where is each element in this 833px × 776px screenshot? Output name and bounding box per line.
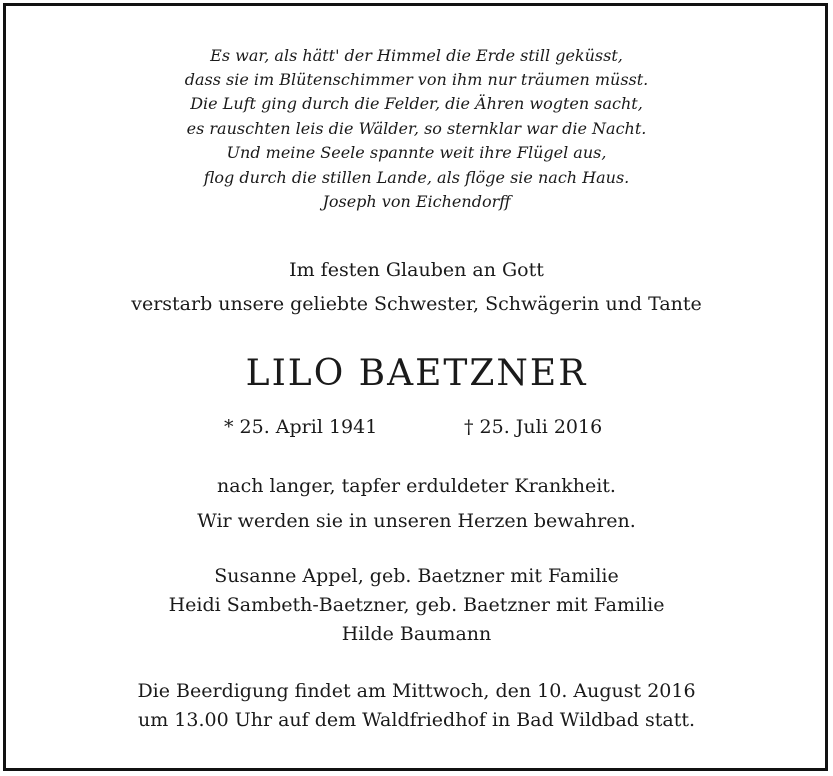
mourner-name: Hilde Baumann [341, 623, 492, 645]
mourner-name: Susanne Appel, geb. Baetzner mit Familie [214, 565, 619, 587]
poem-line: Die Luft ging durch die Felder, die Ähren wogten sacht, [190, 94, 643, 113]
poem-line: flog durch die stillen Lande, als flöge sie nach Haus. [203, 168, 630, 187]
death-date: † 25. Juli 2016 [464, 416, 603, 438]
poem-line: Und meine Seele spannte weit ihre Flügel aus, [226, 143, 607, 162]
funeral-info-line: Die Beerdigung findet am Mittwoch, den 10. August 2016 [137, 680, 696, 702]
poem-author: Joseph von Eichendorff [322, 192, 511, 211]
remembrance-line: Wir werden sie in unseren Herzen bewahren. [197, 510, 636, 532]
poem-line: dass sie im Blütenschimmer von ihm nur träumen müsst. [184, 70, 649, 89]
intro-relation-line: verstarb unsere geliebte Schwester, Schwägerin und Tante [131, 293, 702, 315]
illness-line: nach langer, tapfer erduldeter Krankheit. [217, 475, 616, 497]
poem-line: Es war, als hätt' der Himmel die Erde still geküsst, [210, 46, 623, 65]
funeral-info-line: um 13.00 Uhr auf dem Waldfriedhof in Bad Wildbad statt. [137, 709, 696, 731]
intro-faith-line: Im festen Glauben an Gott [289, 259, 544, 281]
poem-line: es rauschten leis die Wälder, so sternklar war die Nacht. [186, 119, 647, 138]
mourner-name: Heidi Sambeth-Baetzner, geb. Baetzner mit Familie [168, 594, 665, 616]
deceased-name: LILO BAETZNER [245, 353, 588, 394]
birth-date: * 25. April 1941 [224, 416, 378, 438]
